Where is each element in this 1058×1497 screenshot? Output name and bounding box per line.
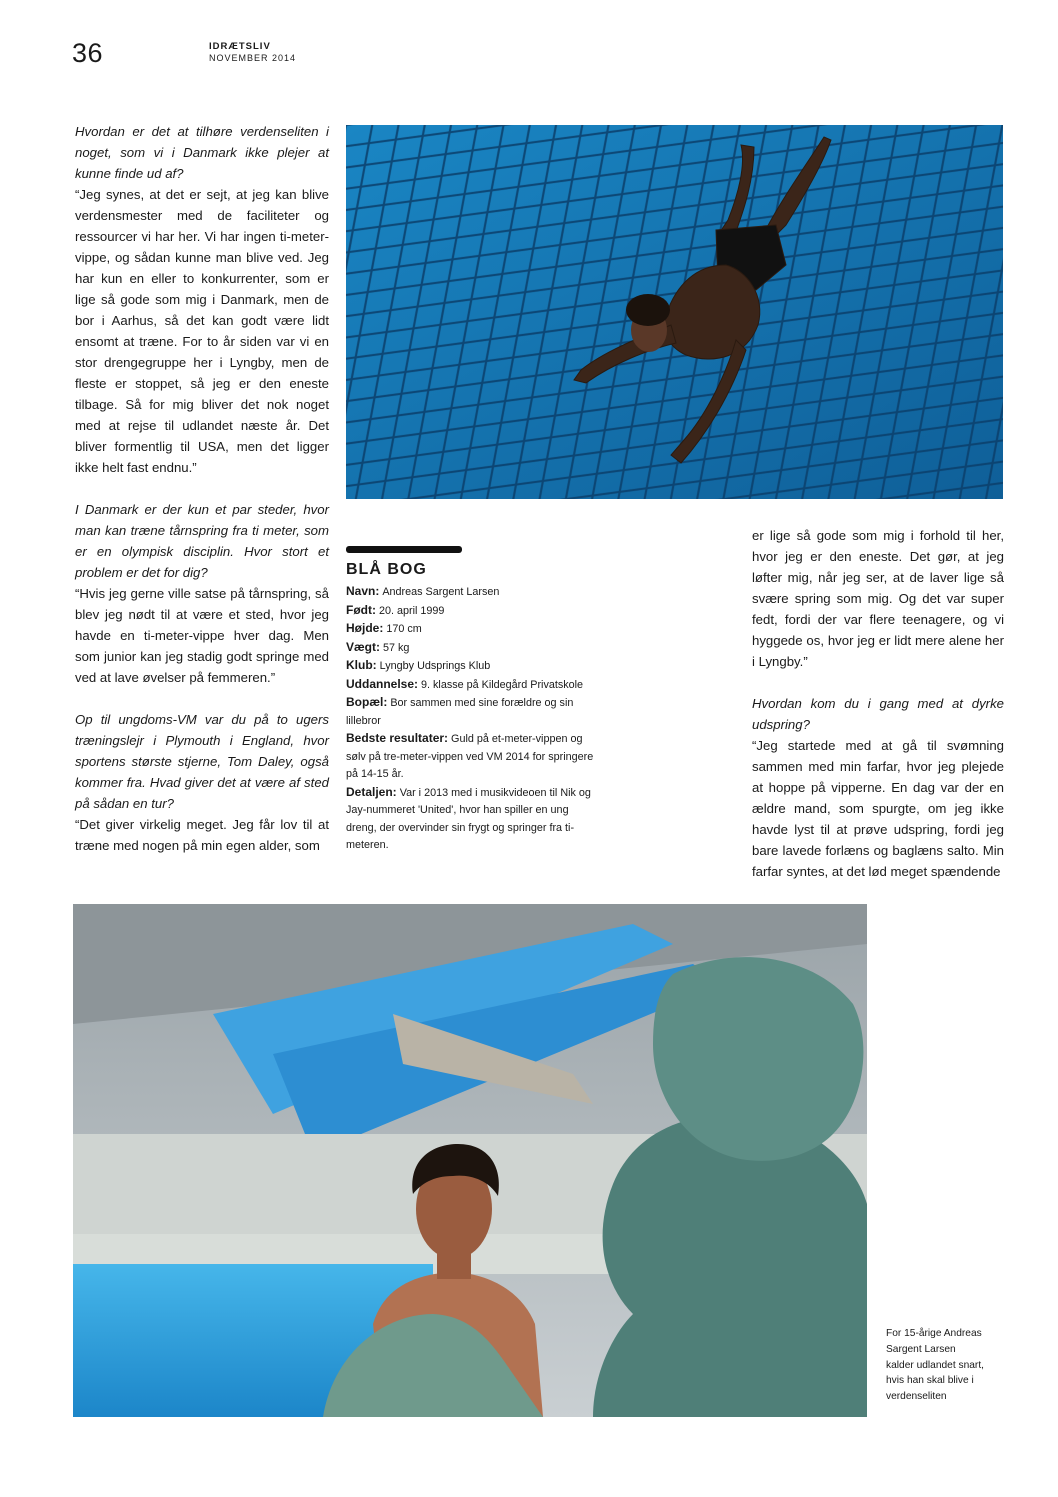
bio-education: Uddannelse: 9. klasse på Kildegård Privatskole [346, 676, 584, 691]
underwater-diver-photo [346, 125, 1003, 499]
bio-title: BLÅ BOG [346, 561, 427, 578]
right-text-column [752, 525, 1004, 882]
answer-2: “Hvis jeg gerne ville satse på tårnspring, så blev jeg nødt til at være et sted, hvor jeg havde en ti-meter-vippe hver dag. Men som junior kan jeg stadig godt springe med ved at lave øvelser på femmeren.” [75, 586, 329, 685]
bio-home: Bopæl: Bor sammen med sine forældre og sin lillebror [346, 695, 574, 727]
bio-club: Klub: Lyngby Udsprings Klub [346, 658, 491, 672]
photo-caption: For 15-årige Andreas Sargent Larsen kalder udlandet snart, hvis han skal blive i verdenseliten [886, 1328, 984, 1403]
page-number: 36 [72, 38, 104, 68]
bio-height: Højde: 170 cm [346, 621, 422, 635]
issue-date: NOVEMBER 2014 [209, 53, 297, 63]
bio-born: Født: 20. april 1999 [346, 602, 445, 617]
question-1: Hvordan er det at tilhøre verdenseliten i noget, som vi i Danmark ikke plejer at kunne finde ud af? [75, 124, 329, 181]
bio-results: Bedste resultater: Guld på et-meter-vippen og sølv på tre-meter-vippen ved VM 2014 for springere på 14-15 år. [346, 731, 594, 780]
bio-bar [346, 546, 462, 553]
bio-name: Navn: Andreas Sargent Larsen [346, 584, 500, 598]
bio-box [346, 546, 600, 855]
magazine-title: IDRÆTSLIV [209, 41, 271, 52]
answer-1: “Jeg synes, at det er sejt, at jeg kan blive verdensmester med de faciliteter og ressourcer vi har her. Vi har ingen ti-meter-vippe, og sådan kunne man blive ved. Jeg har kun en eller to konkurrenter, som er lige så gode som mig i Danmark, men de bor i Aarhus, så det kan godt være lidt ensomt at træne. For to år siden var vi en stor drengegruppe her i Lyngby, men de fleste er stoppet, så jeg er den eneste tilbage. Så for mig bliver det nok noget med at rejse til udlandet næste år. Det bliver formentlig til USA, men det ligger ikke helt fast endnu.” [75, 187, 329, 475]
question-2: I Danmark er der kun et par steder, hvor man kan træne tårnspring fra ti meter, som er en olympisk disciplin. Hvor stort et problem er det for dig? [75, 502, 329, 580]
bio-detail: Detaljen: Var i 2013 med i musikvideoen til Nik og Jay-nummeret 'United', hvor han spiller en ung dreng, der overvinder sin frygt og springer fra ti-meteren. [346, 784, 591, 851]
question-3: Op til ungdoms-VM var du på to ugers træningslejr i Plymouth i England, hvor sportens største stjerne, Tom Daley, også kommer fra. Hvad giver det at være af sted på sådan en tur? [75, 712, 329, 811]
swimming-hall-photo [73, 904, 867, 1417]
answer-3: “Det giver virkelig meget. Jeg får lov til at træne med nogen på min egen alder, som [75, 817, 329, 853]
left-text-column [75, 121, 329, 877]
answer-3-continued: er lige så gode som mig i forhold til her, hvor jeg er den eneste. Det gør, at jeg løfter mig, når jeg ser, at de laver lige så svære spring som mig. Og det var super fedt, fordi der var flere teenagere, og vi hyggede os, hvor jeg er lidt mere alene her i Lyngby.” [752, 528, 1004, 669]
question-4: Hvordan kom du i gang med at dyrke udspring? [752, 696, 1004, 732]
answer-4: “Jeg startede med at gå til svømning sammen med min farfar, hvor jeg plejede at hoppe på vipperne. En dag var der en ældre mand, som spurgte, om jeg ikke havde lyst til at prøve udspring, fordi jeg bare lavede forlæns og baglæns salto. Min farfar syntes, at det lød meget spændende [752, 738, 1004, 879]
bio-weight: Vægt: 57 kg [346, 639, 410, 654]
